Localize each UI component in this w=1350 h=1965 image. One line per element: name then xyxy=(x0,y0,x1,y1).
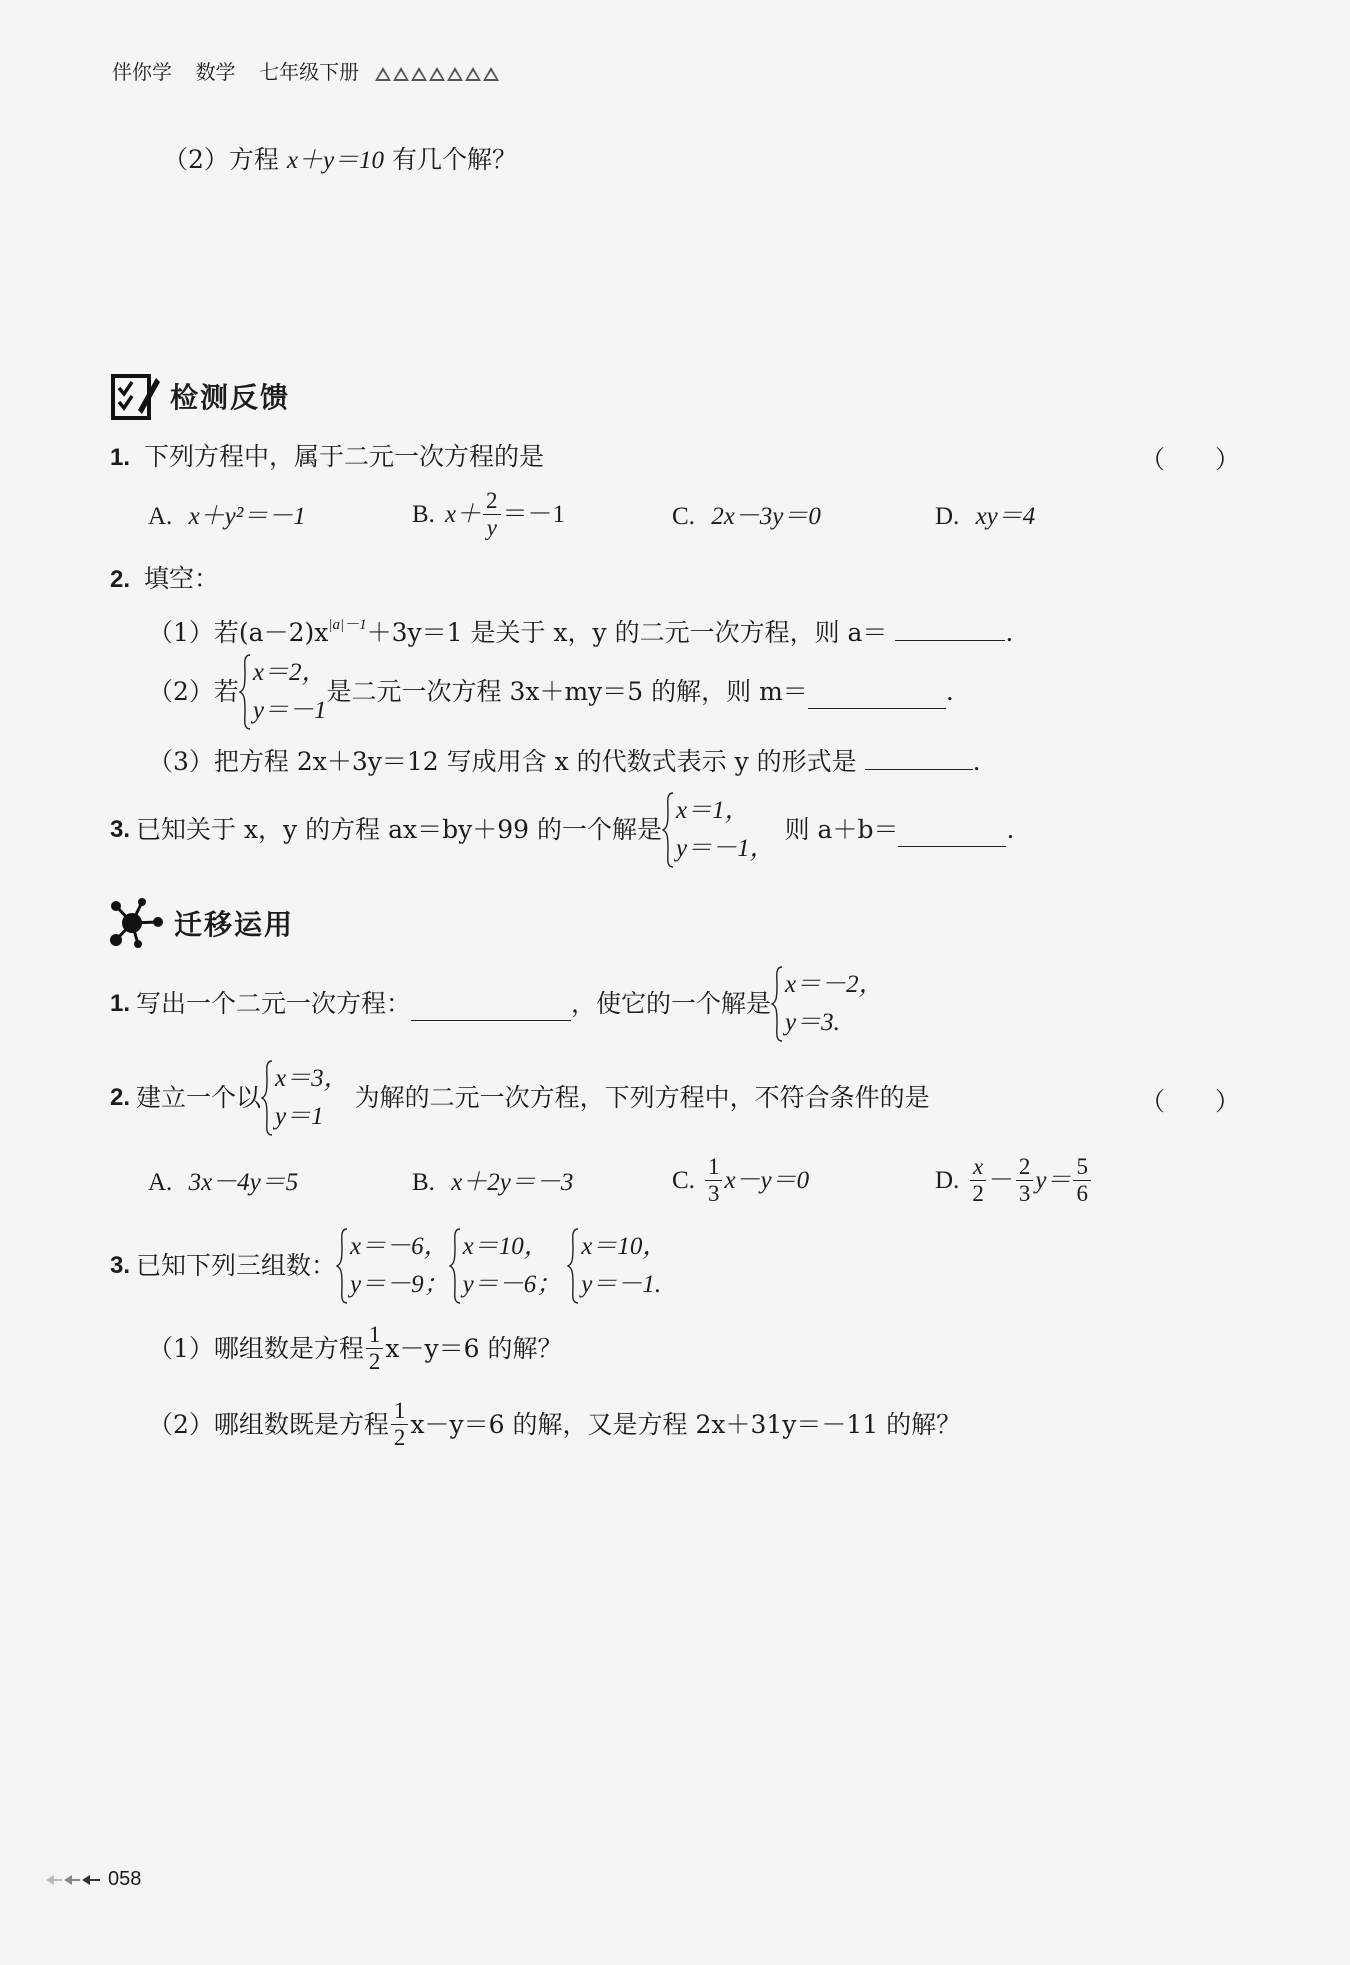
period: . xyxy=(1006,815,1015,844)
subject-label: 数学 xyxy=(195,62,236,84)
numerator: 2 xyxy=(1016,1154,1034,1181)
numerator: 5 xyxy=(1073,1154,1091,1181)
section-title: 迁移运用 xyxy=(174,908,295,941)
question-text: 填空： xyxy=(143,564,219,593)
s2-q3-stem xyxy=(110,1228,667,1304)
s1-q1-option-b xyxy=(412,488,565,541)
s2-q2-stem xyxy=(110,1060,930,1136)
option-text: xy＝4 xyxy=(975,503,1036,530)
sub-question-text: x－y＝6 的解，又是方程 2x＋31y＝－11 的解？ xyxy=(410,1409,962,1439)
sub-question-text: （1）若(a－2)x xyxy=(148,618,329,647)
question-number: 1. xyxy=(110,990,131,1017)
brace-icon xyxy=(662,792,674,868)
fraction xyxy=(391,1398,409,1451)
option-label: A. xyxy=(148,503,173,530)
section-title: 检测反馈 xyxy=(170,381,291,414)
option-text: 2x－3y＝0 xyxy=(711,503,821,530)
triangle-decoration xyxy=(375,64,501,86)
fraction xyxy=(1016,1154,1034,1207)
option-label: C. xyxy=(672,503,695,530)
s2-q2-option-b xyxy=(412,1166,573,1200)
answer-blank[interactable] xyxy=(895,616,1005,641)
s2-q2-option-d xyxy=(935,1154,1093,1207)
brace-icon xyxy=(261,1060,273,1136)
s2-q2-option-c xyxy=(672,1154,809,1207)
equation-row: y＝1 xyxy=(275,1103,324,1130)
s2-q2-option-a xyxy=(148,1166,298,1200)
question-number: 3. xyxy=(110,1252,131,1279)
question-text: 写出一个二元一次方程： xyxy=(136,989,412,1018)
equation-system xyxy=(336,1228,449,1304)
option-label: B. xyxy=(412,500,435,528)
denominator: 3 xyxy=(707,1181,720,1206)
fraction xyxy=(705,1154,723,1207)
option-label: A. xyxy=(148,1169,173,1196)
option-label: D. xyxy=(935,1166,960,1194)
brace-icon xyxy=(567,1228,579,1304)
equation-system xyxy=(449,1228,562,1304)
period: . xyxy=(945,677,954,706)
s1-q2-sub1 xyxy=(148,608,1013,650)
question-text: 已知关于 x，y 的方程 ax＝by＋99 的一个解是 xyxy=(136,815,662,844)
answer-blank[interactable] xyxy=(808,684,946,709)
brace-icon xyxy=(336,1228,348,1304)
option-text: 3x－4y＝5 xyxy=(188,1169,299,1196)
sub-question-text: x－y＝6 的解？ xyxy=(385,1333,563,1363)
exponent: |a|－1 xyxy=(328,617,367,633)
equation-row: x＝2， xyxy=(252,659,327,686)
s2-q1 xyxy=(110,966,884,1042)
equation-system xyxy=(567,1228,667,1304)
equation-row: y＝3. xyxy=(785,1009,840,1036)
denominator: 6 xyxy=(1076,1181,1088,1206)
s1-q1-stem xyxy=(110,440,544,475)
s1-q3 xyxy=(110,792,1014,868)
answer-blank[interactable] xyxy=(898,822,1006,847)
checklist-icon xyxy=(110,370,160,422)
question-number: 2. xyxy=(110,566,131,593)
equation-row: x＝1， xyxy=(675,797,750,824)
fraction xyxy=(969,1154,987,1207)
s1-q2-sub3 xyxy=(148,745,981,779)
numerator: 1 xyxy=(366,1322,384,1349)
question-number: 3. xyxy=(110,816,131,843)
fraction xyxy=(483,488,501,541)
brace-icon xyxy=(449,1228,461,1304)
s1-q1-option-a xyxy=(148,500,306,534)
brace-icon xyxy=(239,654,251,730)
arrow-left-icon xyxy=(46,1873,102,1887)
question-text: 建立一个以 xyxy=(136,1083,262,1112)
option-label: D. xyxy=(935,503,960,530)
brace-icon xyxy=(771,966,783,1042)
option-text: x＋2y＝－3 xyxy=(451,1169,574,1196)
question-label: （2）方程 xyxy=(163,145,279,174)
numerator: 1 xyxy=(391,1398,409,1425)
equation-system xyxy=(239,654,327,730)
question-number: 1. xyxy=(110,444,131,471)
option-text: ＝－1 xyxy=(502,500,566,528)
molecule-icon xyxy=(108,896,164,950)
grade-label: 七年级下册 xyxy=(259,62,360,84)
denominator: 2 xyxy=(972,1181,984,1206)
numerator: 2 xyxy=(483,488,501,515)
question-text: 则 a＋b＝ xyxy=(784,815,899,844)
denominator: 2 xyxy=(368,1349,381,1374)
sub-question-text: （2）若 xyxy=(148,677,239,706)
answer-parentheses: （ ） xyxy=(1140,445,1241,474)
denominator: 2 xyxy=(393,1425,406,1450)
equation: x＋y＝10 xyxy=(286,147,385,174)
equation-row: y＝－1. xyxy=(581,1271,662,1298)
option-text: y＝ xyxy=(1035,1166,1072,1194)
s2-q3-sub1 xyxy=(148,1322,563,1375)
denominator: 3 xyxy=(1018,1181,1031,1206)
option-text: x＋ xyxy=(444,500,482,528)
page-number: 058 xyxy=(108,1868,142,1890)
book-title: 伴你学 xyxy=(112,62,172,84)
answer-blank[interactable] xyxy=(411,996,571,1021)
denominator: y xyxy=(486,515,497,540)
answer-blank[interactable] xyxy=(865,745,973,770)
equation-system xyxy=(261,1060,349,1136)
s1-q2-stem xyxy=(110,562,219,597)
equation-system xyxy=(662,792,775,868)
equation-row: x＝3， xyxy=(275,1065,349,1092)
option-text: x＋y²＝－1 xyxy=(188,503,306,530)
equation-row: x＝－6， xyxy=(350,1233,449,1260)
question-text: 为解的二元一次方程，下列方程中，不符合条件的是 xyxy=(354,1083,930,1112)
sub-question-text: ＋3y＝1 是关于 x，y 的二元一次方程，则 a＝ xyxy=(366,618,888,647)
sub-question-text: （1）哪组数是方程 xyxy=(148,1333,364,1363)
answer-parentheses: （ ） xyxy=(1140,1087,1241,1116)
sub-question-text: （2）哪组数既是方程 xyxy=(148,1409,389,1439)
equation-row: y＝－9； xyxy=(350,1271,449,1298)
fraction xyxy=(366,1322,384,1375)
equation-row: x＝－2， xyxy=(785,971,884,998)
period: . xyxy=(1005,618,1014,647)
equation-system xyxy=(771,966,884,1042)
equation-row: x＝10， xyxy=(581,1233,668,1260)
numerator: x xyxy=(970,1154,986,1181)
equation-row: x＝10， xyxy=(462,1233,549,1260)
option-text: x－y＝0 xyxy=(724,1166,810,1194)
running-header xyxy=(112,56,501,87)
section-transfer-heading xyxy=(108,896,294,950)
equation-row: y＝－6； xyxy=(462,1271,562,1298)
question-text: 下列方程中，属于二元一次方程的是 xyxy=(143,442,544,471)
question-tail: 有几个解？ xyxy=(392,145,518,174)
period: . xyxy=(972,747,981,776)
section-checklist-heading xyxy=(110,370,290,422)
numerator: 1 xyxy=(705,1154,723,1181)
s1-q1-option-d xyxy=(935,500,1035,534)
option-label: B. xyxy=(412,1169,435,1196)
page-footer xyxy=(46,1868,141,1891)
s2-q3-sub2 xyxy=(148,1398,961,1451)
equation-row: y＝－1， xyxy=(675,835,775,862)
question-number: 2. xyxy=(110,1084,131,1111)
equation-row: y＝－1 xyxy=(252,697,327,724)
s1-q1-option-c xyxy=(672,500,821,534)
fraction xyxy=(1073,1154,1091,1207)
s1-q2-sub2 xyxy=(148,654,954,730)
top-question xyxy=(163,143,517,178)
option-label: C. xyxy=(672,1166,695,1194)
sub-question-text: 是二元一次方程 3x＋my＝5 的解，则 m＝ xyxy=(326,677,808,706)
sub-question-text: （3）把方程 2x＋3y＝12 写成用含 x 的代数式表示 y 的形式是 xyxy=(148,747,857,776)
operator: － xyxy=(988,1166,1014,1194)
question-text: 已知下列三组数： xyxy=(136,1251,337,1280)
question-text: ，使它的一个解是 xyxy=(571,989,772,1018)
